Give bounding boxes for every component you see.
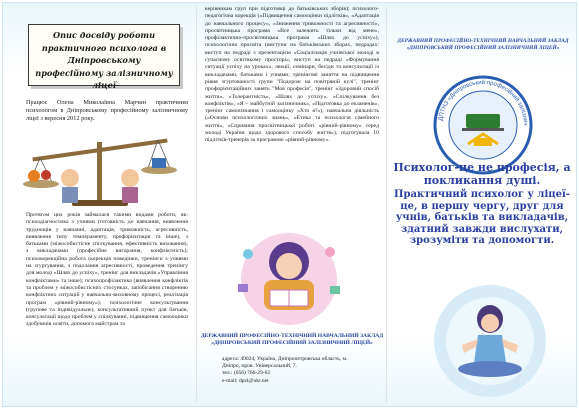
institution-name: ДЕРЖАВНИЙ ПРОФЕСІЙНО-ТЕХНІЧНИЙ НАВЧАЛЬНИЙ ЗАКЛАД «ДНІПРОВСЬКИЙ ПРОФЕСІЙНИЙ ЗАЛІЗНИЧНИЙ ЛІЦЕЙ» [200,333,384,346]
address-line-1: адреса: 49024, Україна, Дніпропетровська область, м. [222,356,348,362]
institution-header: ДЕРЖАВНИЙ ПРОФЕСІЙНО-ТЕХНІЧНИЙ НАВЧАЛЬНИЙ ЗАКЛАД «ДНІПРОВСЬКИЙ ПРОФЕСІЙНИЙ ЗАЛІЗНИЧНИЙ ЛІЦЕЙ» [397,38,569,51]
scales-illustration [12,138,188,208]
girl-with-book-illustration [224,224,354,329]
logo-ring-text: ДПТНЗ «Дніпровський професійний залізнич [438,79,529,126]
contact-block [222,356,382,385]
page-title: Опис досвіду роботи практичного психолога в Дніпровському професійному залізничному ліцеї [35,30,173,90]
experience-text-1: Протягом цих років займалася такими видами роботи, як: психодіагностика з учнями (готовність до навчання, виявлення труднощів у навчанні, адаптація, тривожність, агресивність, виявлення типу темпераменту, профорієнтація та інше), з батьками (міжособистісне спілкування, ефективність виховання), з викладачами (професійне вигорання, конфліктність); психокорекційна робота (корекція поведінки, тренінги з учнями на згуртування, з подолання агресивності, проведення тренінгу для молоді «Шлях до успіху», тренінг для викладачів «Управління конфліктами» та інше); психопрофілактика (виявлення конфліктів та проблем у міжособистісних стосунках, запобігання створенню конфліктних ситуацій у навчально-виховному процесі, реалізація програм «рівний-рівному»); психологічне консультування (групове та індивідуальне), консультативний пункт для батьків, консультації щодо проблем у спілкуванні, підвищення самооцінки здобувачів освіти, допомога майстрам та [26,212,188,328]
headline-2: Практичний психолог у ліцеї-це, в першу чергу, друг для учнів, батьків та викладачів, здатний завжди вислухати, зрозуміти та допомогти. [394,189,570,246]
meditation-illustration [432,283,548,401]
headline-block [390,162,574,247]
phone: тел.: (056) 766-29-62 [222,370,271,377]
address-line-2: Дніпро, пров. Універсальний, 7. [222,363,297,370]
email: e-mail: dpzl@ukr.net [222,377,269,384]
headline-1: Психолог-це не професія, а покликання душі. [393,161,571,187]
title-box [28,24,180,90]
experience-text-2: керівникам груп при підготовці до батьківських зборів); психолого-педагогічна корекція («Підвищення самооцінки підлітків», «Адаптація до навчального процесу», «Зниження тривожності та агресивності», просвітницька програма «Все залежить тільки від мене», профілактично-просвітницька програма «Шлях до успіху»), психологічна просвіта (виступи на батьківських зборах, педрадах: виступ на педраді з презентацією «Соціалізація учнівської молоді в сучасному освітньому просторі», виступ на педраді «Формування ситуації успіху на уроках», лекції, семінари, бесіди та консультації із викладачами, батьками і учнями; тренінгові заняття на підвищення рівня згуртованості групи "Подорож на повітряній кулі", тренінг профорієнтаційних занять "Моя професія", тренінг «Здоровий спосіб життя», «Толерантність», «Шлях до успіху», «Спілкування без конфліктів», «Я – майбутній залізничник», «Підготовка до екзаменів», тренінг самопізнання і самооцінку «Хто я?»), навчальна діяльність («Основи психологічних знань», «Етика та психологія сімейного життя», «Сприяння просвітницької роботі «рівний-рівному» серед молоді України щодо здорового способу життя»), підготувала 10 підлітків-тренерів за програмою «рівний-рівному». [205,6,379,144]
intro-text: Працює Олена Миколаївна Марчин практичним психологом в Дніпровському професійному залізничному ліцеї з вересня 2012 року. [26,99,188,123]
